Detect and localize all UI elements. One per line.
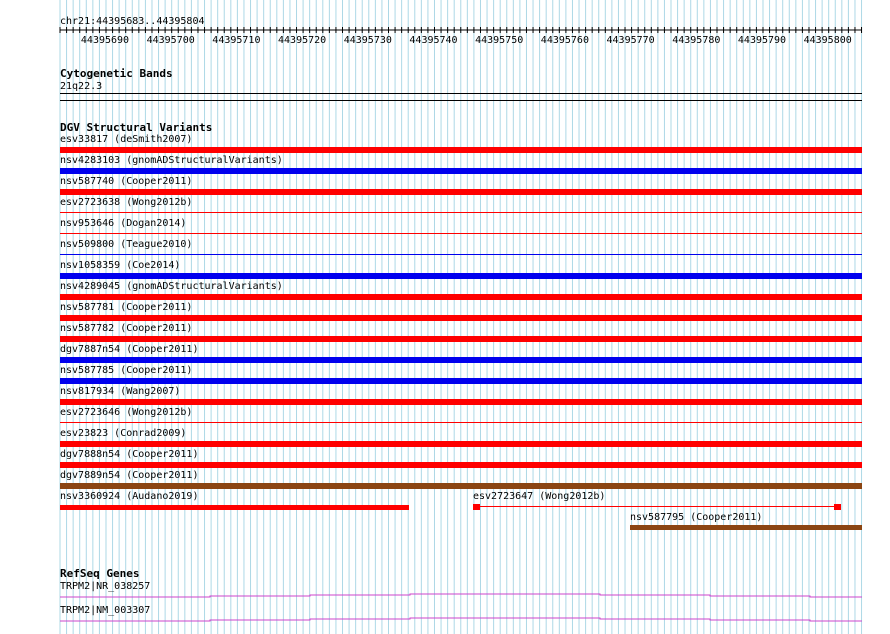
- ruler-tick-label: 44395750: [475, 35, 524, 46]
- ruler-tick-label: 44395710: [212, 35, 261, 46]
- variant-feature-bar[interactable]: [60, 505, 409, 510]
- variant-label[interactable]: nsv587795 (Cooper2011): [630, 512, 763, 523]
- ruler-tick-label: 44395770: [606, 35, 655, 46]
- variant-label[interactable]: nsv509800 (Teague2010): [60, 239, 193, 250]
- variant-feature-bar[interactable]: [60, 315, 862, 321]
- variant-label[interactable]: nsv587740 (Cooper2011): [60, 176, 193, 187]
- variant-feature-bar[interactable]: [60, 233, 862, 234]
- variant-label[interactable]: esv2723638 (Wong2012b): [60, 197, 193, 208]
- variant-feature-bar[interactable]: [60, 422, 862, 423]
- ruler-tick-label: 44395780: [672, 35, 721, 46]
- ruler-tick-label: 44395800: [803, 35, 852, 46]
- variant-label[interactable]: esv33817 (deSmith2007): [60, 134, 193, 145]
- variant-label[interactable]: dgv7889n54 (Cooper2011): [60, 470, 199, 481]
- variant-intron-line[interactable]: [480, 506, 834, 507]
- variant-feature-bar[interactable]: [60, 462, 862, 468]
- variant-label[interactable]: nsv587781 (Cooper2011): [60, 302, 193, 313]
- variant-label[interactable]: nsv587785 (Cooper2011): [60, 365, 193, 376]
- variant-feature-bar[interactable]: [60, 441, 862, 447]
- variant-feature-bar[interactable]: [60, 273, 862, 279]
- ruler-tick-label: 44395740: [409, 35, 458, 46]
- ruler-tick-label: 44395760: [540, 35, 589, 46]
- variant-label[interactable]: dgv7888n54 (Cooper2011): [60, 449, 199, 460]
- gene-models[interactable]: [0, 580, 890, 634]
- dgv-track-title[interactable]: DGV Structural Variants: [60, 121, 213, 134]
- gene-label[interactable]: TRPM2|NR_038257: [60, 581, 151, 592]
- gene-label[interactable]: TRPM2|NM_003307: [60, 605, 151, 616]
- variant-label[interactable]: nsv953646 (Dogan2014): [60, 218, 187, 229]
- variant-feature-bar[interactable]: [60, 357, 862, 363]
- variant-feature-bar[interactable]: [60, 378, 862, 384]
- variant-label[interactable]: dgv7887n54 (Cooper2011): [60, 344, 199, 355]
- cytoband-track-title[interactable]: Cytogenetic Bands: [60, 67, 173, 80]
- variant-label[interactable]: nsv587782 (Cooper2011): [60, 323, 193, 334]
- variant-label[interactable]: nsv817934 (Wang2007): [60, 386, 181, 397]
- variant-label[interactable]: nsv4289045 (gnomADStructuralVariants): [60, 281, 283, 292]
- ruler-tick-label: 44395730: [343, 35, 392, 46]
- track-separator: [60, 100, 862, 101]
- variant-feature-bar[interactable]: [60, 212, 862, 213]
- ruler-tick-label: 44395700: [146, 35, 195, 46]
- ruler-tick-label: 44395790: [737, 35, 787, 46]
- variant-feature-bar[interactable]: [60, 189, 862, 195]
- gene-model-line: [60, 618, 862, 621]
- variant-feature-bar[interactable]: [60, 483, 862, 489]
- variant-feature-bar[interactable]: [60, 254, 862, 255]
- variant-feature-bar[interactable]: [60, 168, 862, 174]
- variant-label[interactable]: esv2723646 (Wong2012b): [60, 407, 193, 418]
- variant-feature-bar[interactable]: [60, 399, 862, 405]
- variant-feature-bar[interactable]: [60, 336, 862, 342]
- variant-label[interactable]: nsv3360924 (Audano2019): [60, 491, 199, 502]
- refseq-track-title[interactable]: RefSeq Genes: [60, 567, 140, 580]
- ruler-tick-label: 44395720: [278, 35, 327, 46]
- variant-feature-bar[interactable]: [60, 294, 862, 300]
- variant-block-left[interactable]: [473, 504, 480, 510]
- genomic-coordinates: chr21:44395683..44395804: [60, 16, 205, 27]
- cytoband-line: [60, 93, 862, 94]
- cytoband-label[interactable]: 21q22.3: [60, 81, 103, 92]
- variant-label[interactable]: esv2723647 (Wong2012b): [473, 491, 606, 502]
- variant-label[interactable]: nsv4283103 (gnomADStructuralVariants): [60, 155, 283, 166]
- ruler-tick-label: 44395690: [80, 35, 130, 46]
- variant-block-right[interactable]: [834, 504, 841, 510]
- gene-model-line: [60, 594, 862, 597]
- variant-feature-bar[interactable]: [60, 147, 862, 153]
- variant-feature-bar[interactable]: [630, 525, 862, 530]
- variant-label[interactable]: nsv1058359 (Coe2014): [60, 260, 181, 271]
- variant-label[interactable]: esv23823 (Conrad2009): [60, 428, 187, 439]
